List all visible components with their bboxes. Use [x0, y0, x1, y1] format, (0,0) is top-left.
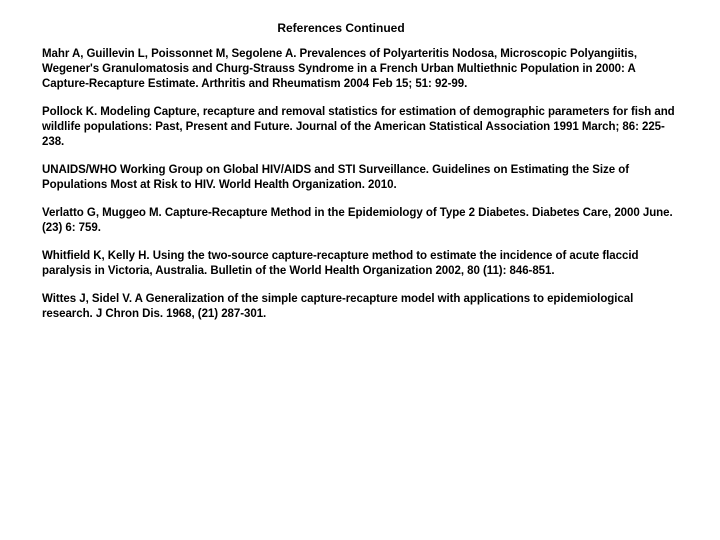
reference-item: Whitfield K, Kelly H. Using the two-source capture-recapture method to estimate the incidence of acute flaccid paralysis in Victoria, Australia. Bulletin of the World Health Organization 2002, 80 (11): 846-851.: [42, 250, 639, 277]
reference-item: Pollock K. Modeling Capture, recapture and removal statistics for estimation of demographic parameters for fish and wildlife populations: Past, Present and Future. Journal of the American Statistical Association 1991 March; 86: 225-238.: [42, 106, 675, 148]
reference-item: Wittes J, Sidel V. A Generalization of the simple capture-recapture model with applications to epidemiological research. J Chron Dis. 1968, (21) 287-301.: [42, 293, 634, 320]
reference-item: UNAIDS/WHO Working Group on Global HIV/AIDS and STI Surveillance. Guidelines on Estimating the Size of Populations Most at Risk to HIV. World Health Organization. 2010.: [42, 164, 629, 191]
reference-item: Verlatto G, Muggeo M. Capture-Recapture Method in the Epidemiology of Type 2 Diabetes. Diabetes Care, 2000 June. (23) 6: 759.: [42, 207, 673, 234]
reference-list: [42, 47, 682, 335]
reference-item: Mahr A, Guillevin L, Poissonnet M, Segolene A. Prevalences of Polyarteritis Nodosa, Microscopic Polyangiitis, Wegener's Granulomatosis and Churg-Strauss Syndrome in a French Urban Multiethnic Population in 2000: A Capture-Recapture Estimate. Arthritis and Rheumatism 2004 Feb 15; 51: 92-99.: [42, 48, 638, 90]
slide-title: References Continued: [277, 21, 405, 35]
